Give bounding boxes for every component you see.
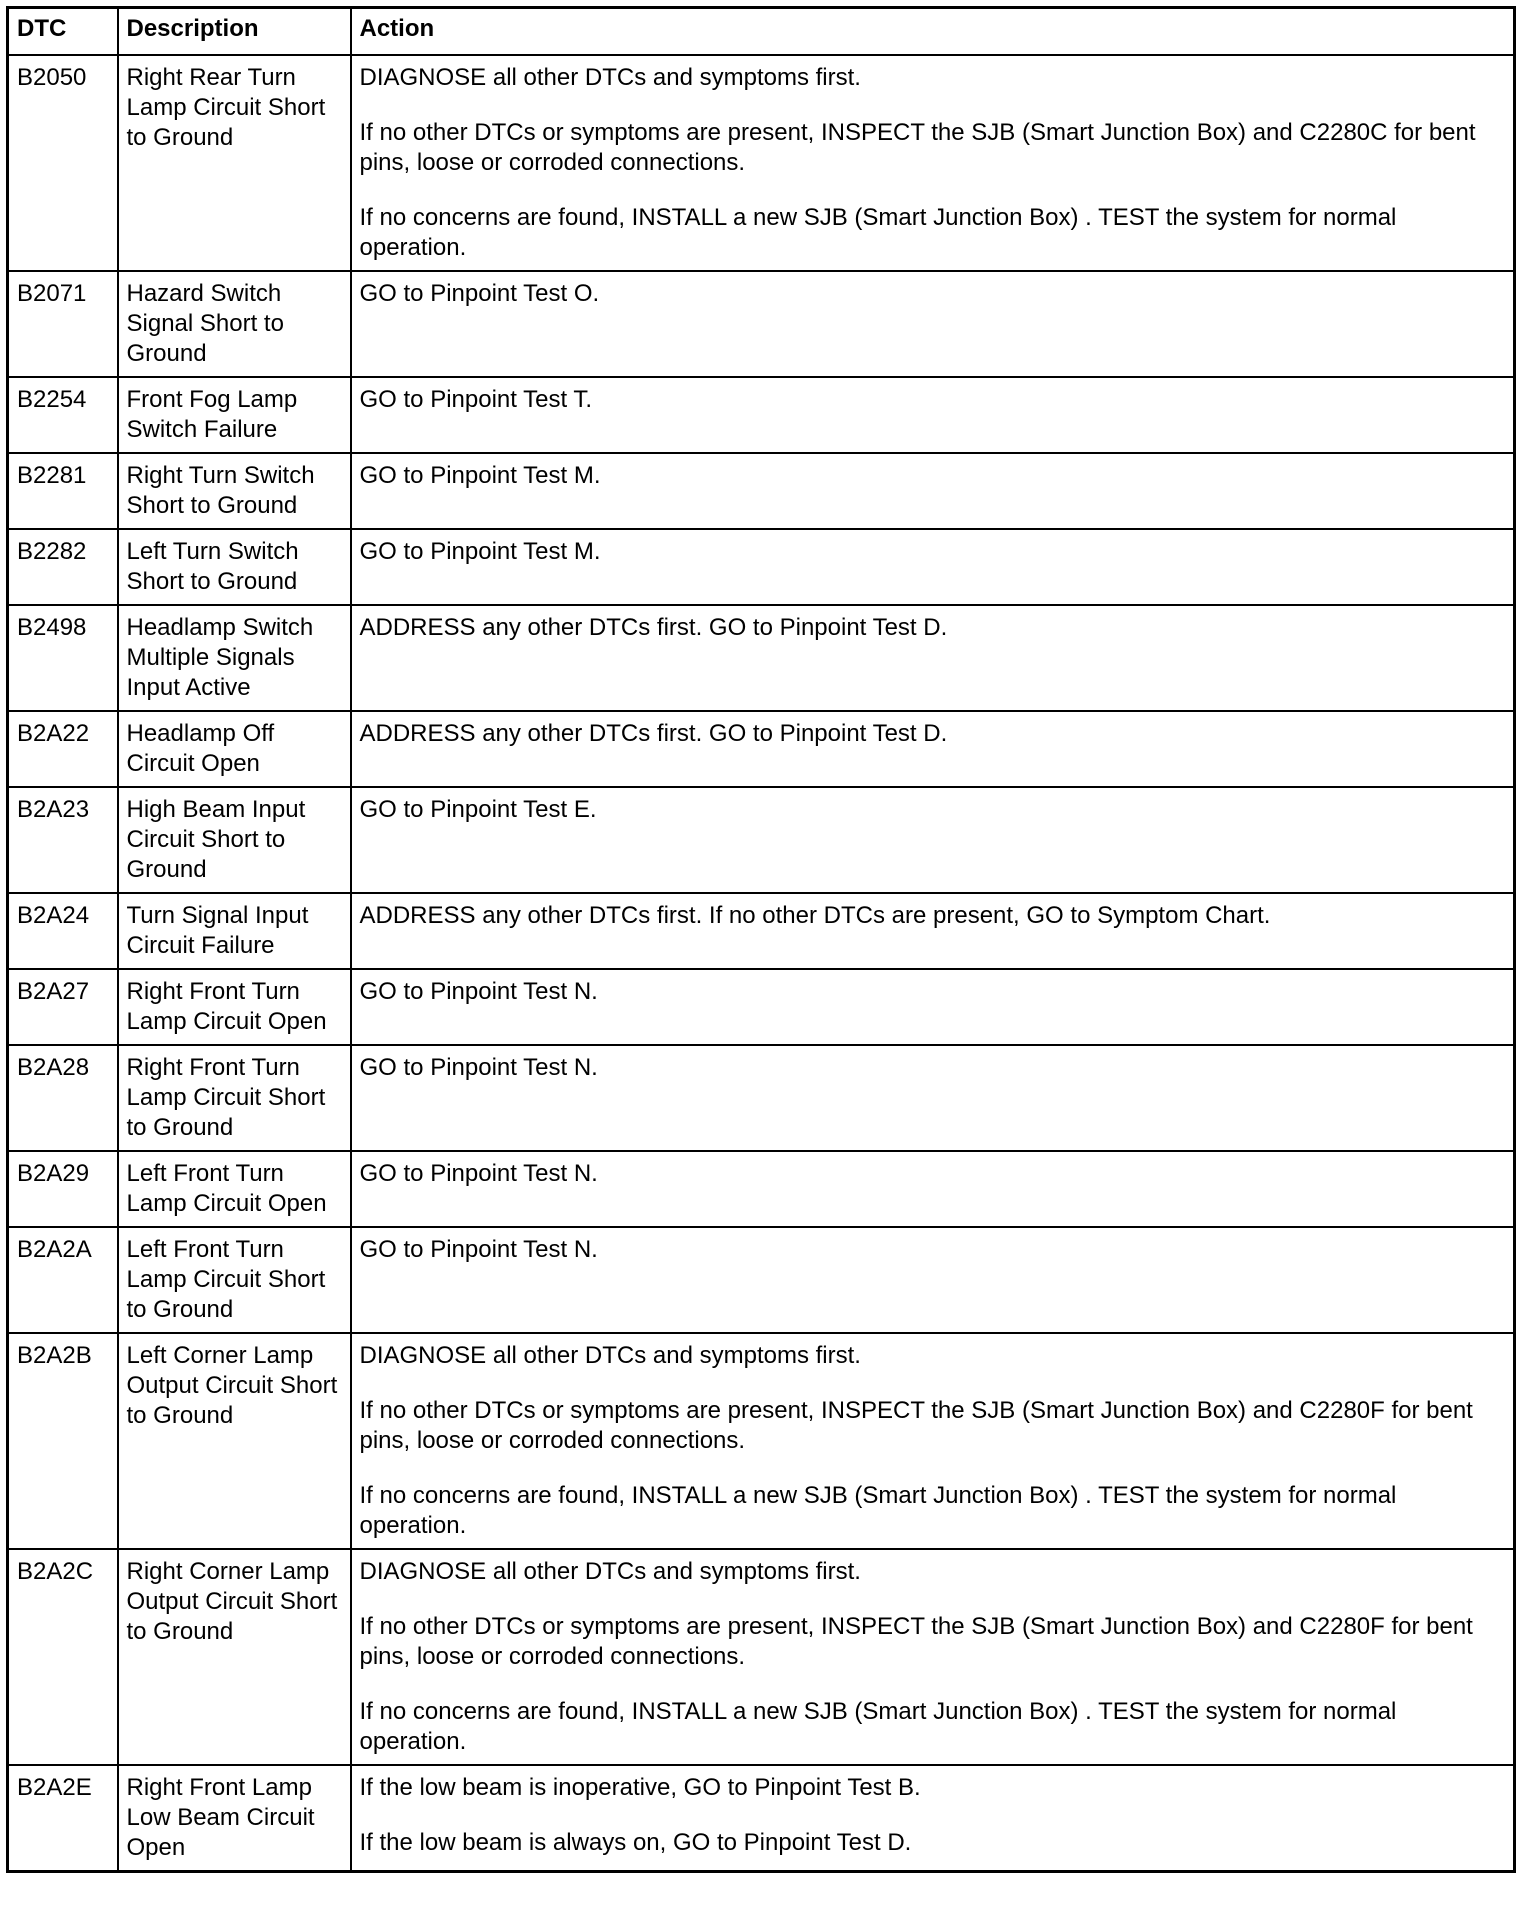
- dtc-description: Left Front Turn Lamp Circuit Open: [118, 1151, 351, 1227]
- action-paragraph: GO to Pinpoint Test N.: [359, 1053, 598, 1081]
- dtc-action: [351, 787, 1515, 893]
- dtc-description: Right Turn Switch Short to Ground: [118, 453, 351, 529]
- table-row: [8, 1045, 1515, 1151]
- action-paragraph: If no other DTCs or symptoms are present, INSPECT the SJB (Smart Junction Box) and C2280C for bent pins, loose or corroded connections.: [359, 118, 1476, 176]
- dtc-code: B2A2B: [8, 1333, 118, 1549]
- dtc-action: [351, 1151, 1515, 1227]
- action-paragraph: If the low beam is inoperative, GO to Pinpoint Test B.: [359, 1773, 921, 1801]
- dtc-action: [351, 1765, 1515, 1872]
- dtc-code: B2071: [8, 271, 118, 377]
- table-row: [8, 453, 1515, 529]
- action-paragraph: If no other DTCs or symptoms are present, INSPECT the SJB (Smart Junction Box) and C2280F for bent pins, loose or corroded connections.: [359, 1612, 1473, 1670]
- dtc-action: [351, 453, 1515, 529]
- dtc-action: [351, 1045, 1515, 1151]
- dtc-code: B2A23: [8, 787, 118, 893]
- dtc-code: B2254: [8, 377, 118, 453]
- table-row: [8, 1151, 1515, 1227]
- dtc-code: B2281: [8, 453, 118, 529]
- action-paragraph: GO to Pinpoint Test N.: [359, 1235, 598, 1263]
- dtc-description: Right Front Lamp Low Beam Circuit Open: [118, 1765, 351, 1872]
- table-row: [8, 377, 1515, 453]
- dtc-action: [351, 1227, 1515, 1333]
- dtc-code: B2A2E: [8, 1765, 118, 1872]
- dtc-action: [351, 969, 1515, 1045]
- dtc-code: B2498: [8, 605, 118, 711]
- dtc-action: [351, 55, 1515, 271]
- header-action: Action: [351, 8, 1515, 55]
- dtc-description: Front Fog Lamp Switch Failure: [118, 377, 351, 453]
- action-paragraph: DIAGNOSE all other DTCs and symptoms first.: [359, 63, 861, 91]
- action-paragraph: GO to Pinpoint Test N.: [359, 977, 598, 1005]
- table-row: [8, 969, 1515, 1045]
- dtc-description: Right Front Turn Lamp Circuit Open: [118, 969, 351, 1045]
- table-row: [8, 893, 1515, 969]
- dtc-action: [351, 1549, 1515, 1765]
- table-row: [8, 1549, 1515, 1765]
- table-row: [8, 271, 1515, 377]
- header-dtc: DTC: [8, 8, 118, 55]
- table-row: [8, 605, 1515, 711]
- action-paragraph: If no concerns are found, INSTALL a new SJB (Smart Junction Box) . TEST the system for normal operation.: [359, 1697, 1397, 1755]
- action-paragraph: If no concerns are found, INSTALL a new SJB (Smart Junction Box) . TEST the system for normal operation.: [359, 1481, 1397, 1539]
- table-row: [8, 1765, 1515, 1872]
- action-paragraph: GO to Pinpoint Test M.: [359, 537, 601, 565]
- action-paragraph: DIAGNOSE all other DTCs and symptoms first.: [359, 1557, 861, 1585]
- dtc-code: B2A28: [8, 1045, 118, 1151]
- dtc-description: Left Turn Switch Short to Ground: [118, 529, 351, 605]
- dtc-description: Headlamp Off Circuit Open: [118, 711, 351, 787]
- action-paragraph: If no other DTCs or symptoms are present, INSPECT the SJB (Smart Junction Box) and C2280F for bent pins, loose or corroded connections.: [359, 1396, 1473, 1454]
- action-paragraph: GO to Pinpoint Test M.: [359, 461, 601, 489]
- table-row: [8, 711, 1515, 787]
- action-paragraph: DIAGNOSE all other DTCs and symptoms first.: [359, 1341, 861, 1369]
- table-row: [8, 1333, 1515, 1549]
- dtc-code: B2A2A: [8, 1227, 118, 1333]
- dtc-code: B2A29: [8, 1151, 118, 1227]
- action-paragraph: ADDRESS any other DTCs first. GO to Pinpoint Test D.: [359, 613, 948, 641]
- dtc-description: Left Corner Lamp Output Circuit Short to Ground: [118, 1333, 351, 1549]
- table-row: [8, 787, 1515, 893]
- dtc-action: [351, 529, 1515, 605]
- action-paragraph: GO to Pinpoint Test N.: [359, 1159, 598, 1187]
- dtc-code: B2050: [8, 55, 118, 271]
- action-paragraph: GO to Pinpoint Test T.: [359, 385, 593, 413]
- dtc-code: B2A22: [8, 711, 118, 787]
- dtc-description: Left Front Turn Lamp Circuit Short to Ground: [118, 1227, 351, 1333]
- dtc-description: Right Corner Lamp Output Circuit Short to Ground: [118, 1549, 351, 1765]
- dtc-action: [351, 605, 1515, 711]
- dtc-description: Headlamp Switch Multiple Signals Input Active: [118, 605, 351, 711]
- dtc-action: [351, 271, 1515, 377]
- dtc-action: [351, 893, 1515, 969]
- table-body: [8, 55, 1515, 1872]
- header-description: Description: [118, 8, 351, 55]
- table-header: [8, 8, 1515, 55]
- dtc-description: High Beam Input Circuit Short to Ground: [118, 787, 351, 893]
- action-paragraph: ADDRESS any other DTCs first. GO to Pinpoint Test D.: [359, 719, 948, 747]
- dtc-description: Right Front Turn Lamp Circuit Short to Ground: [118, 1045, 351, 1151]
- action-paragraph: ADDRESS any other DTCs first. If no other DTCs are present, GO to Symptom Chart.: [359, 901, 1271, 929]
- dtc-code: B2282: [8, 529, 118, 605]
- dtc-code: B2A24: [8, 893, 118, 969]
- dtc-action: [351, 377, 1515, 453]
- dtc-action: [351, 1333, 1515, 1549]
- action-paragraph: GO to Pinpoint Test O.: [359, 279, 600, 307]
- dtc-table: [6, 6, 1516, 1873]
- dtc-description: Hazard Switch Signal Short to Ground: [118, 271, 351, 377]
- table-row: [8, 1227, 1515, 1333]
- table-row: [8, 55, 1515, 271]
- table-row: [8, 529, 1515, 605]
- action-paragraph: GO to Pinpoint Test E.: [359, 795, 597, 823]
- action-paragraph: If the low beam is always on, GO to Pinpoint Test D.: [359, 1828, 912, 1856]
- dtc-code: B2A2C: [8, 1549, 118, 1765]
- action-paragraph: If no concerns are found, INSTALL a new SJB (Smart Junction Box) . TEST the system for normal operation.: [359, 203, 1397, 261]
- dtc-code: B2A27: [8, 969, 118, 1045]
- dtc-description: Turn Signal Input Circuit Failure: [118, 893, 351, 969]
- header-row: [8, 8, 1515, 55]
- dtc-description: Right Rear Turn Lamp Circuit Short to Ground: [118, 55, 351, 271]
- dtc-action: [351, 711, 1515, 787]
